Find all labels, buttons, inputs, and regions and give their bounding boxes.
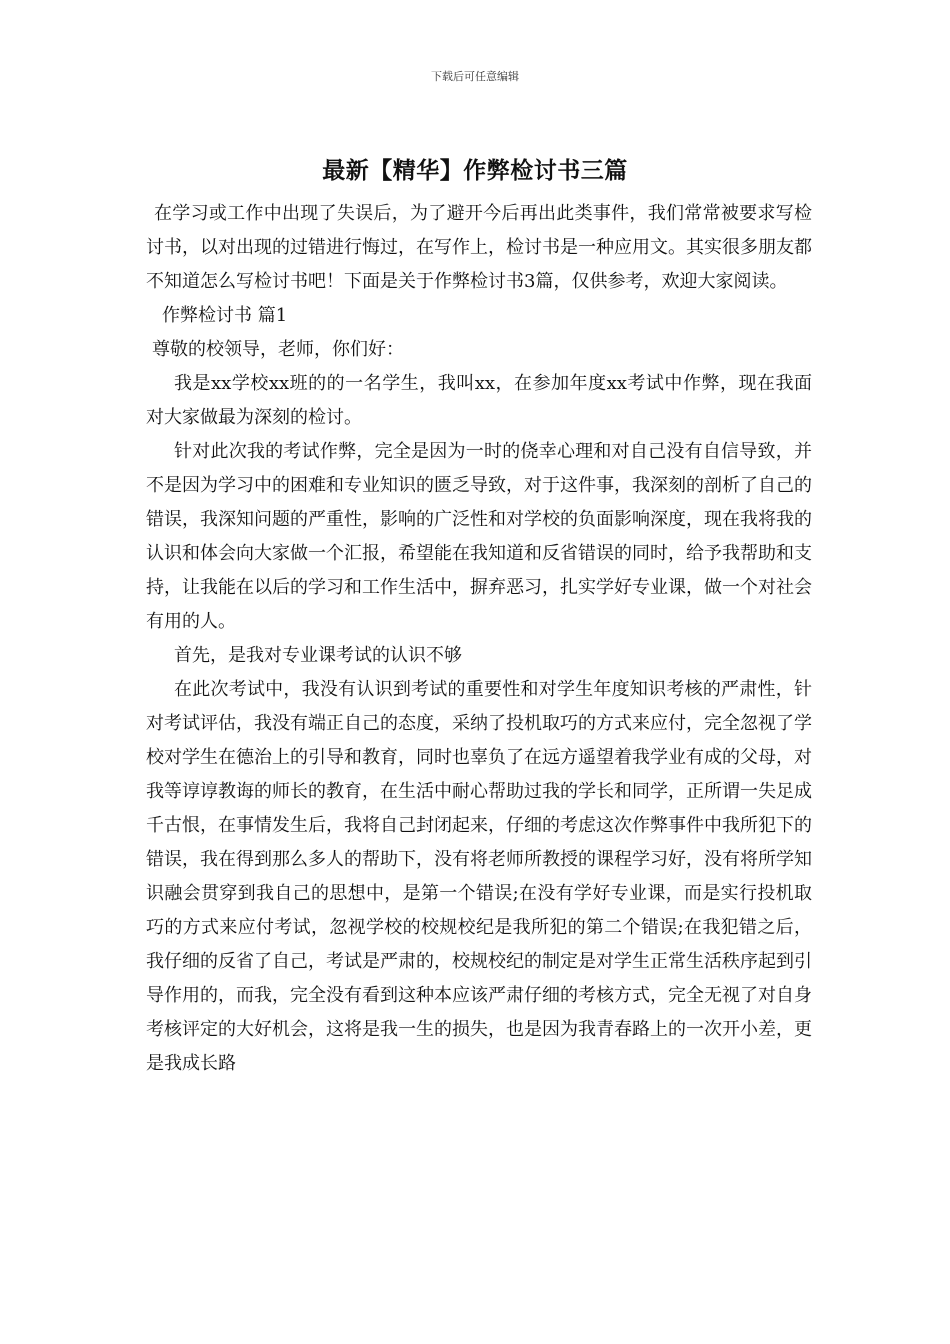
body-paragraph: 首先，是我对专业课考试的认识不够 <box>174 645 462 666</box>
body-paragraph: 针对此次我的考试作弊，完全是因为一时的侥幸心理和对自己没有自信导致，并不是因为学习中的困难和专业知识的匮乏导致，对于这件事，我深刻的剖析了自己的错误，我深知问题的严重性，影响的广泛性和对学校的负面影响深度，现在我将我的认识和体会向大家做一个汇报，希望能在我知道和反省错误的同时，给予我帮助和支持，让我能在以后的学习和工作生活中，摒弃恶习，扎实学好专业课，做一个对社会有用的人。 <box>146 441 812 632</box>
page-header-note: 下载后可任意编辑 <box>431 70 519 83</box>
body-paragraph: 我是xx学校xx班的的一名学生，我叫xx，在参加年度xx考试中作弊，现在我面对大家做最为深刻的检讨。 <box>146 373 812 428</box>
section-heading: 作弊检讨书 篇1 <box>162 305 288 326</box>
body-paragraph: 在此次考试中，我没有认识到考试的重要性和对学生年度知识考核的严肃性，针对考试评估，我没有端正自己的态度，采纳了投机取巧的方式来应付，完全忽视了学校对学生在德治上的引导和教育，同时也辜负了在远方遥望着我学业有成的父母，对我等谆谆教诲的师长的教育，在生活中耐心帮助过我的学长和同学，正所谓一失足成千古恨，在事情发生后，我将自己封闭起来，仔细的考虑这次作弊事件中我所犯下的错误，我在得到那么多人的帮助下，没有将老师所教授的课程学习好，没有将所学知识融会贯穿到我自己的思想中，是第一个错误;在没有学好专业课，而是实行投机取巧的方式来应付考试，忽视学校的校规校纪是我所犯的第二个错误;在我犯错之后，我仔细的反省了自己，考试是严肃的，校规校纪的制定是对学生正常生活秩序起到引导作用的，而我，完全没有看到这种本应该严肃仔细的考核方式，完全无视了对自身考核评定的大好机会，这将是我一生的损失，也是因为我青春路上的一次开小差，更是我成长路 <box>146 679 812 1074</box>
document-body <box>146 197 812 1081</box>
intro-paragraph: 在学习或工作中出现了失误后，为了避开今后再出此类事件，我们常常被要求写检讨书，以对出现的过错进行悔过，在写作上，检讨书是一种应用文。其实很多朋友都不知道怎么写检讨书吧！下面是关于作弊检讨书3篇，仅供参考，欢迎大家阅读。 <box>146 203 812 292</box>
document-title: 最新【精华】作弊检讨书三篇 <box>322 157 628 184</box>
salutation: 尊敬的校领导，老师，你们好： <box>152 339 404 360</box>
